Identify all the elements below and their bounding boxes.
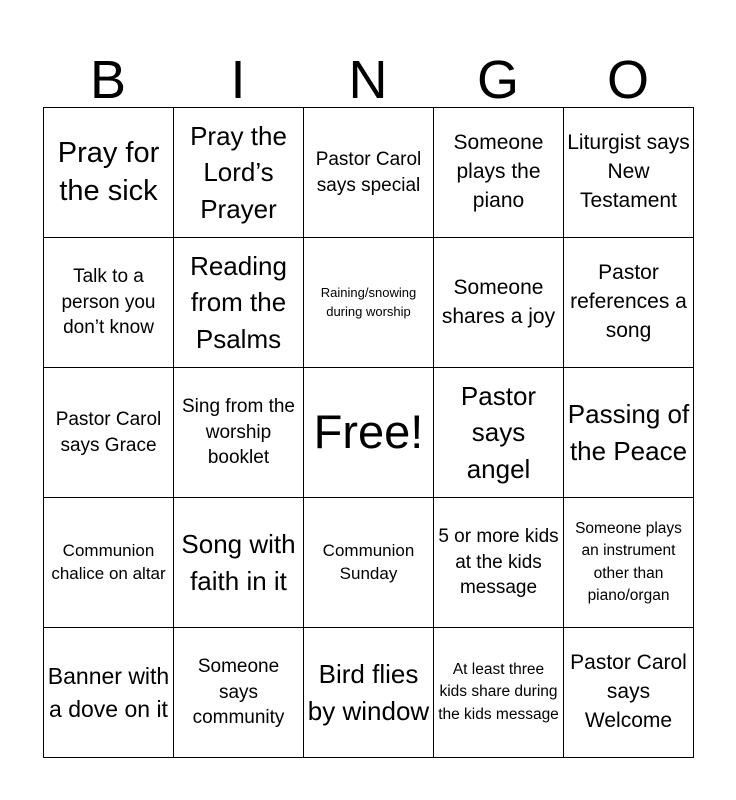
cell-text: Communion Sunday: [322, 540, 415, 583]
cell-text: Pastor Carol says Welcome: [570, 651, 687, 732]
bingo-cell[interactable]: [304, 238, 434, 368]
bingo-cell[interactable]: [174, 238, 304, 368]
bingo-cell[interactable]: [304, 498, 434, 628]
cell-text: Someone shares a joy: [441, 275, 556, 328]
cell-text: Pastor Carol says special: [315, 148, 422, 196]
bingo-cell[interactable]: [304, 108, 434, 238]
bingo-cell[interactable]: [564, 498, 694, 628]
header-letter-o: O: [606, 50, 649, 110]
bingo-cell[interactable]: [174, 368, 304, 498]
cell-text: Raining/snowing during worship: [320, 284, 417, 319]
cell-text: Passing of the Peace: [567, 399, 690, 466]
cell-text: 5 or more kids at the kids message: [438, 526, 559, 599]
bingo-cell[interactable]: [564, 238, 694, 368]
header-letter-b: B: [89, 50, 127, 110]
cell-text: Liturgist says New Testament: [567, 131, 690, 212]
bingo-cell[interactable]: [304, 628, 434, 758]
bingo-cell[interactable]: [174, 498, 304, 628]
header-letter-n: N: [348, 50, 388, 110]
cell-text: Pastor Carol says Grace: [55, 408, 162, 456]
cell-text: Banner with a dove on it: [47, 663, 170, 722]
cell-text: Pray for the sick: [57, 136, 160, 207]
header-letter-g: G: [476, 50, 519, 110]
cell-text: Reading from the Psalms: [190, 250, 287, 354]
bingo-cell[interactable]: [174, 108, 304, 238]
cell-text: Someone says community: [192, 656, 285, 729]
cell-text: Pastor references a song: [570, 261, 687, 342]
bingo-cell[interactable]: [564, 368, 694, 498]
cell-text: Pastor says angel: [460, 380, 537, 484]
free-space[interactable]: [304, 368, 434, 498]
bingo-cell[interactable]: [44, 628, 174, 758]
bingo-cell[interactable]: [44, 238, 174, 368]
bingo-cell[interactable]: [44, 108, 174, 238]
cell-text: Someone plays the piano: [453, 131, 544, 212]
cell-text: Sing from the worship booklet: [182, 396, 295, 469]
cell-text: Talk to a person you don’t know: [61, 266, 156, 339]
cell-text: Free!: [313, 405, 424, 459]
bingo-cell[interactable]: [434, 238, 564, 368]
cell-text: Someone plays an instrument other than piano/organ: [575, 519, 682, 604]
cell-text: Song with faith in it: [181, 529, 296, 596]
header-letter-i: I: [230, 50, 246, 110]
bingo-cell[interactable]: [434, 498, 564, 628]
bingo-cell[interactable]: [44, 498, 174, 628]
cell-text: Communion chalice on altar: [51, 540, 166, 583]
bingo-cell[interactable]: [434, 368, 564, 498]
bingo-cell[interactable]: [564, 108, 694, 238]
bingo-cell[interactable]: [44, 368, 174, 498]
bingo-cell[interactable]: [434, 628, 564, 758]
bingo-cell[interactable]: [434, 108, 564, 238]
cell-text: Bird flies by window: [307, 659, 430, 726]
cell-text: Pray the Lord’s Prayer: [190, 120, 287, 224]
bingo-board: [43, 107, 694, 758]
bingo-cell[interactable]: [564, 628, 694, 758]
bingo-header: [43, 42, 693, 108]
cell-text: At least three kids share during the kids message: [438, 660, 559, 723]
bingo-cell[interactable]: [174, 628, 304, 758]
